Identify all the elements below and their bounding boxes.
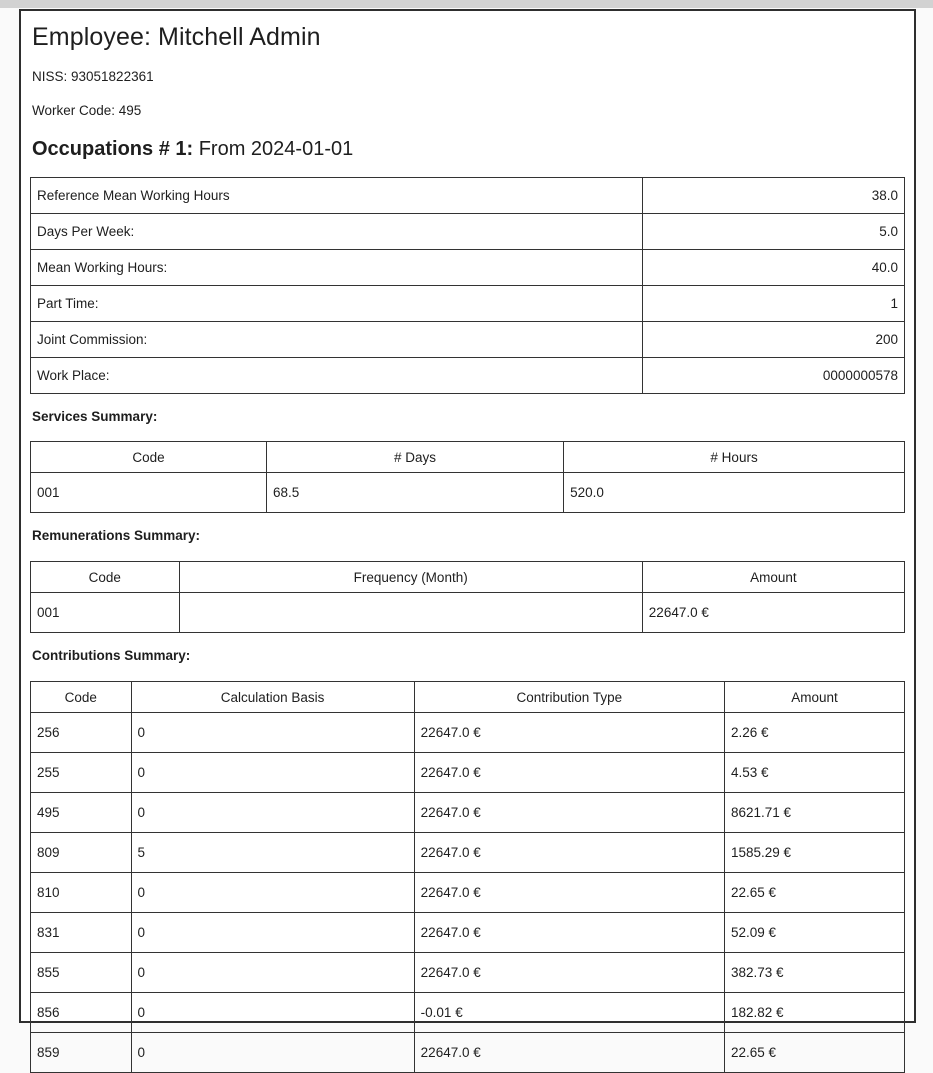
occupation-value-cell: 40.0 [642, 249, 904, 285]
employee-title: Employee: Mitchell Admin [32, 23, 321, 51]
table-cell: 22647.0 € [414, 753, 724, 793]
table-row [31, 873, 905, 913]
table-cell: 0 [131, 753, 414, 793]
table-cell: 810 [31, 873, 132, 913]
column-header: Code [31, 562, 180, 593]
column-header: Frequency (Month) [179, 562, 642, 593]
table-cell: 0 [131, 873, 414, 913]
table-row [31, 1033, 905, 1073]
occupation-heading [32, 137, 905, 161]
table-cell: 22647.0 € [414, 793, 724, 833]
table-cell: 0 [131, 913, 414, 953]
occupation-value-cell: 38.0 [642, 177, 904, 213]
table-cell: 22.65 € [724, 1033, 904, 1073]
table-row [31, 953, 905, 993]
occupation-heading-number: Occupations # 1: [32, 137, 194, 160]
table-cell: 182.82 € [724, 993, 904, 1033]
occupation-row [31, 249, 905, 285]
table-cell: 382.73 € [724, 953, 904, 993]
occupation-row [31, 357, 905, 393]
table-cell: 495 [31, 793, 132, 833]
report-page [19, 9, 916, 1061]
occupation-heading-date: From 2024-01-01 [198, 137, 354, 160]
contributions-header-row [31, 682, 905, 713]
table-cell: 809 [31, 833, 132, 873]
table-cell: 22647.0 € [414, 1033, 724, 1073]
worker-code-line: Worker Code: 495 [32, 102, 142, 118]
table-row [31, 833, 905, 873]
remunerations-header-row [31, 562, 905, 593]
occupation-value-cell: 200 [642, 321, 904, 357]
occupation-details-table [30, 177, 905, 394]
table-cell: 22.65 € [724, 873, 904, 913]
table-cell: 0 [131, 713, 414, 753]
occupation-value-cell: 0000000578 [642, 357, 904, 393]
contributions-table [30, 681, 905, 1073]
table-row [31, 913, 905, 953]
column-header: # Hours [564, 442, 905, 473]
column-header: Contribution Type [414, 682, 724, 713]
occupation-label-cell: Mean Working Hours: [31, 249, 643, 285]
table-cell: 001 [31, 593, 180, 633]
remunerations-table [30, 561, 905, 633]
table-cell: 0 [131, 993, 414, 1033]
table-cell: 8621.71 € [724, 793, 904, 833]
table-cell: 22647.0 € [414, 873, 724, 913]
table-cell: -0.01 € [414, 993, 724, 1033]
table-cell: 831 [31, 913, 132, 953]
contributions-summary-label: Contributions Summary: [32, 648, 191, 664]
occupation-value-cell: 5.0 [642, 213, 904, 249]
table-cell: 256 [31, 713, 132, 753]
occupation-label-cell: Days Per Week: [31, 213, 643, 249]
services-table [30, 441, 905, 513]
occupation-row [31, 321, 905, 357]
occupation-row [31, 285, 905, 321]
table-row [31, 993, 905, 1033]
table-cell: 22647.0 € [414, 833, 724, 873]
occupation-label-cell: Joint Commission: [31, 321, 643, 357]
column-header: Amount [724, 682, 904, 713]
column-header: # Days [266, 442, 563, 473]
occupation-label-cell: Part Time: [31, 285, 643, 321]
table-cell: 22647.0 € [414, 913, 724, 953]
table-cell: 4.53 € [724, 753, 904, 793]
occupation-label-cell: Work Place: [31, 357, 643, 393]
page-top-edge [0, 0, 933, 8]
table-row [31, 593, 905, 633]
table-cell: 68.5 [266, 473, 563, 513]
occupation-row [31, 177, 905, 213]
table-cell: 22647.0 € [642, 593, 904, 633]
table-cell: 520.0 [564, 473, 905, 513]
table-cell: 255 [31, 753, 132, 793]
table-row [31, 793, 905, 833]
table-cell: 1585.29 € [724, 833, 904, 873]
niss-line: NISS: 93051822361 [32, 68, 154, 84]
column-header: Code [31, 442, 267, 473]
table-cell: 859 [31, 1033, 132, 1073]
table-cell: 22647.0 € [414, 713, 724, 753]
table-cell: 22647.0 € [414, 953, 724, 993]
column-header: Code [31, 682, 132, 713]
table-cell: 52.09 € [724, 913, 904, 953]
services-summary-label: Services Summary: [32, 408, 158, 424]
occupation-row [31, 213, 905, 249]
table-cell: 5 [131, 833, 414, 873]
table-cell [179, 593, 642, 633]
remunerations-summary-label: Remunerations Summary: [32, 528, 201, 544]
table-cell: 0 [131, 1033, 414, 1073]
column-header: Calculation Basis [131, 682, 414, 713]
occupation-value-cell: 1 [642, 285, 904, 321]
table-cell: 0 [131, 793, 414, 833]
table-row [31, 753, 905, 793]
table-cell: 001 [31, 473, 267, 513]
table-cell: 856 [31, 993, 132, 1033]
table-row [31, 473, 905, 513]
occupation-label-cell: Reference Mean Working Hours [31, 177, 643, 213]
services-header-row [31, 442, 905, 473]
table-cell: 855 [31, 953, 132, 993]
column-header: Amount [642, 562, 904, 593]
table-cell: 0 [131, 953, 414, 993]
table-cell: 2.26 € [724, 713, 904, 753]
table-row [31, 713, 905, 753]
